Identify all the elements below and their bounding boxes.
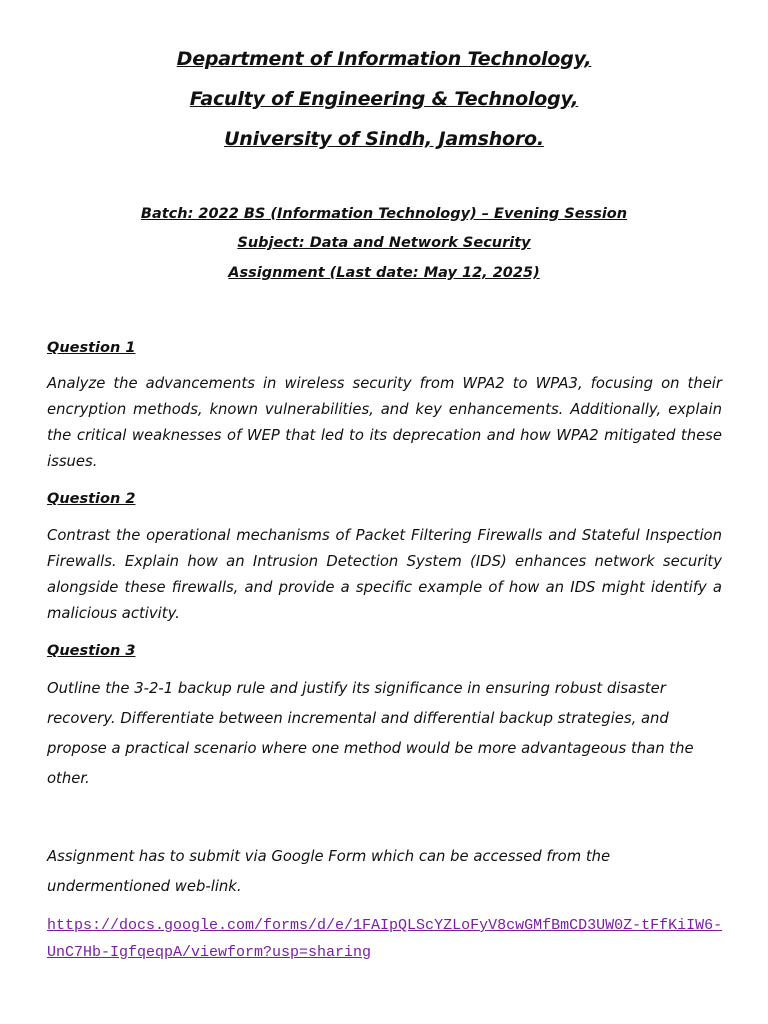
subject-line: Subject: Data and Network Security xyxy=(237,235,531,251)
university-heading: University of Sindh, Jamshoro. xyxy=(224,128,544,150)
submission-instruction: Assignment has to submit via Google Form which can be accessed from the undermentioned web-link. xyxy=(47,848,611,895)
question-3-text: Outline the 3-2-1 backup rule and justify its significance in ensuring robust disaster recovery. Differentiate between incremental and differential backup strategies, and propose a practical scenario where one method would be more advantageous than the other. xyxy=(47,680,694,787)
batch-line: Batch: 2022 BS (Information Technology) – Evening Session xyxy=(140,206,628,222)
question-3-title: Question 3 xyxy=(47,643,136,659)
assignment-deadline: Assignment (Last date: May 12, 2025) xyxy=(228,265,540,281)
google-form-link[interactable]: https://docs.google.com/forms/d/e/1FAIpQLScYZLoFyV8cwGMfBmCD3UW0Z-tFfKiIW6-UnC7Hb-IgfqeqpA/viewform?usp=sharing xyxy=(47,917,723,961)
department-heading: Department of Information Technology, xyxy=(176,48,592,70)
question-2-title: Question 2 xyxy=(47,491,136,507)
faculty-heading: Faculty of Engineering & Technology, xyxy=(189,88,579,110)
question-2-text: Contrast the operational mechanisms of Packet Filtering Firewalls and Stateful Inspection Firewalls. Explain how an Intrusion Detection System (IDS) enhances network security alongside these firewalls, and provide a specific example of how an IDS might identify a malicious activity. xyxy=(47,527,722,622)
question-1-title: Question 1 xyxy=(47,340,136,356)
question-1-text: Analyze the advancements in wireless security from WPA2 to WPA3, focusing on their encryption methods, known vulnerabilities, and key enhancements. Additionally, explain the critical weaknesses of WEP that led to its deprecation and how WPA2 mitigated these issues. xyxy=(47,375,722,470)
